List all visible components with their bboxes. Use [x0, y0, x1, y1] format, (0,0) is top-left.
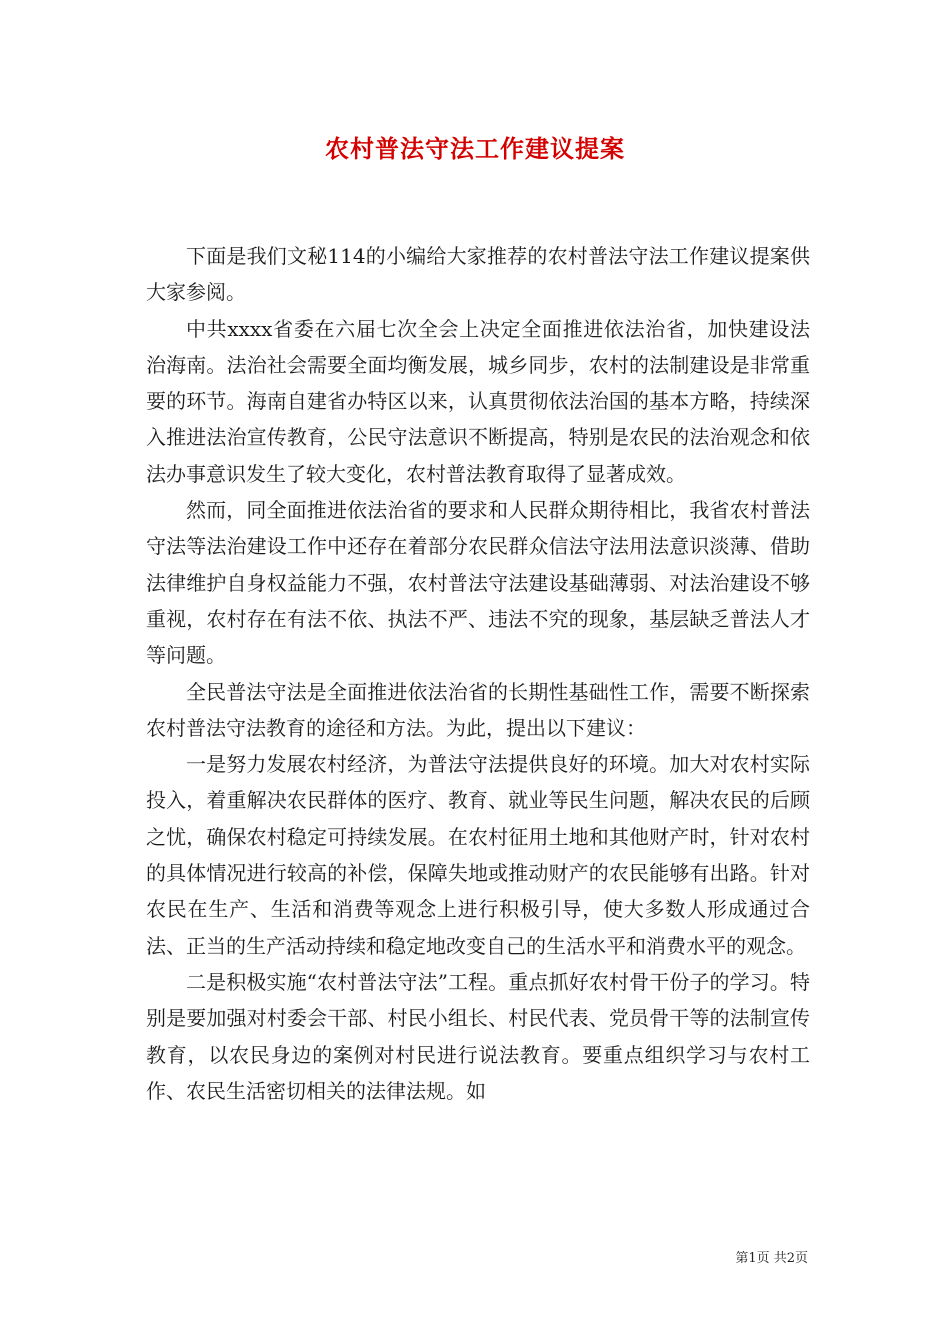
paragraph-suggestion-2: 二是积极实施“农村普法守法”工程。重点抓好农村骨干份子的学习。特别是要加强对村委会干部、村民小组长、村民代表、党员骨干等的法制宣传教育，以农民身边的案例对村民进行说法教育。要重点组织学习与农村工作、农民生活密切相关的法律法规。如	[146, 969, 810, 1103]
document-title: 农村普法守法工作建议提案	[325, 134, 625, 163]
paragraph-intro: 下面是我们文秘114的小编给大家推荐的农村普法守法工作建议提案供大家参阅。	[146, 244, 810, 305]
page-number-footer: 第1页 共2页	[735, 1251, 808, 1266]
paragraph-background: 中共xxxx省委在六届七次全会上决定全面推进依法治省，加快建设法治海南。法治社会需要全面均衡发展，城乡同步，农村的法制建设是非常重要的环节。海南自建省办特区以来，认真贯彻依法治国的基本方略，持续深入推进法治宣传教育，公民守法意识不断提高，特别是农民的法治观念和依法办事意识发生了较大变化，农村普法教育取得了显著成效。	[146, 316, 810, 486]
paragraph-suggestion-1: 一是努力发展农村经济，为普法守法提供良好的环境。加大对农村实际投入，着重解决农民群体的医疗、教育、就业等民生问题，解决农民的后顾之忧，确保农村稳定可持续发展。在农村征用土地和其他财产时，针对农村的具体情况进行较高的补偿，保障失地或推动财产的农民能够有出路。针对农民在生产、生活和消费等观念上进行积极引导，使大多数人形成通过合法、正当的生产活动持续和稳定地改变自己的生活水平和消费水平的观念。	[146, 752, 810, 958]
document-body	[146, 238, 810, 1109]
paragraph-proposal-intro: 全民普法守法是全面推进依法治省的长期性基础性工作，需要不断探索农村普法守法教育的途径和方法。为此，提出以下建议：	[146, 679, 810, 740]
paragraph-problems: 然而，同全面推进依法治省的要求和人民群众期待相比，我省农村普法守法等法治建设工作中还存在着部分农民群众信法守法用法意识淡薄、借助法律维护自身权益能力不强，农村普法守法建设基础薄弱、对法治建设不够重视，农村存在有法不依、执法不严、违法不究的现象，基层缺乏普法人才等问题。	[146, 498, 810, 668]
